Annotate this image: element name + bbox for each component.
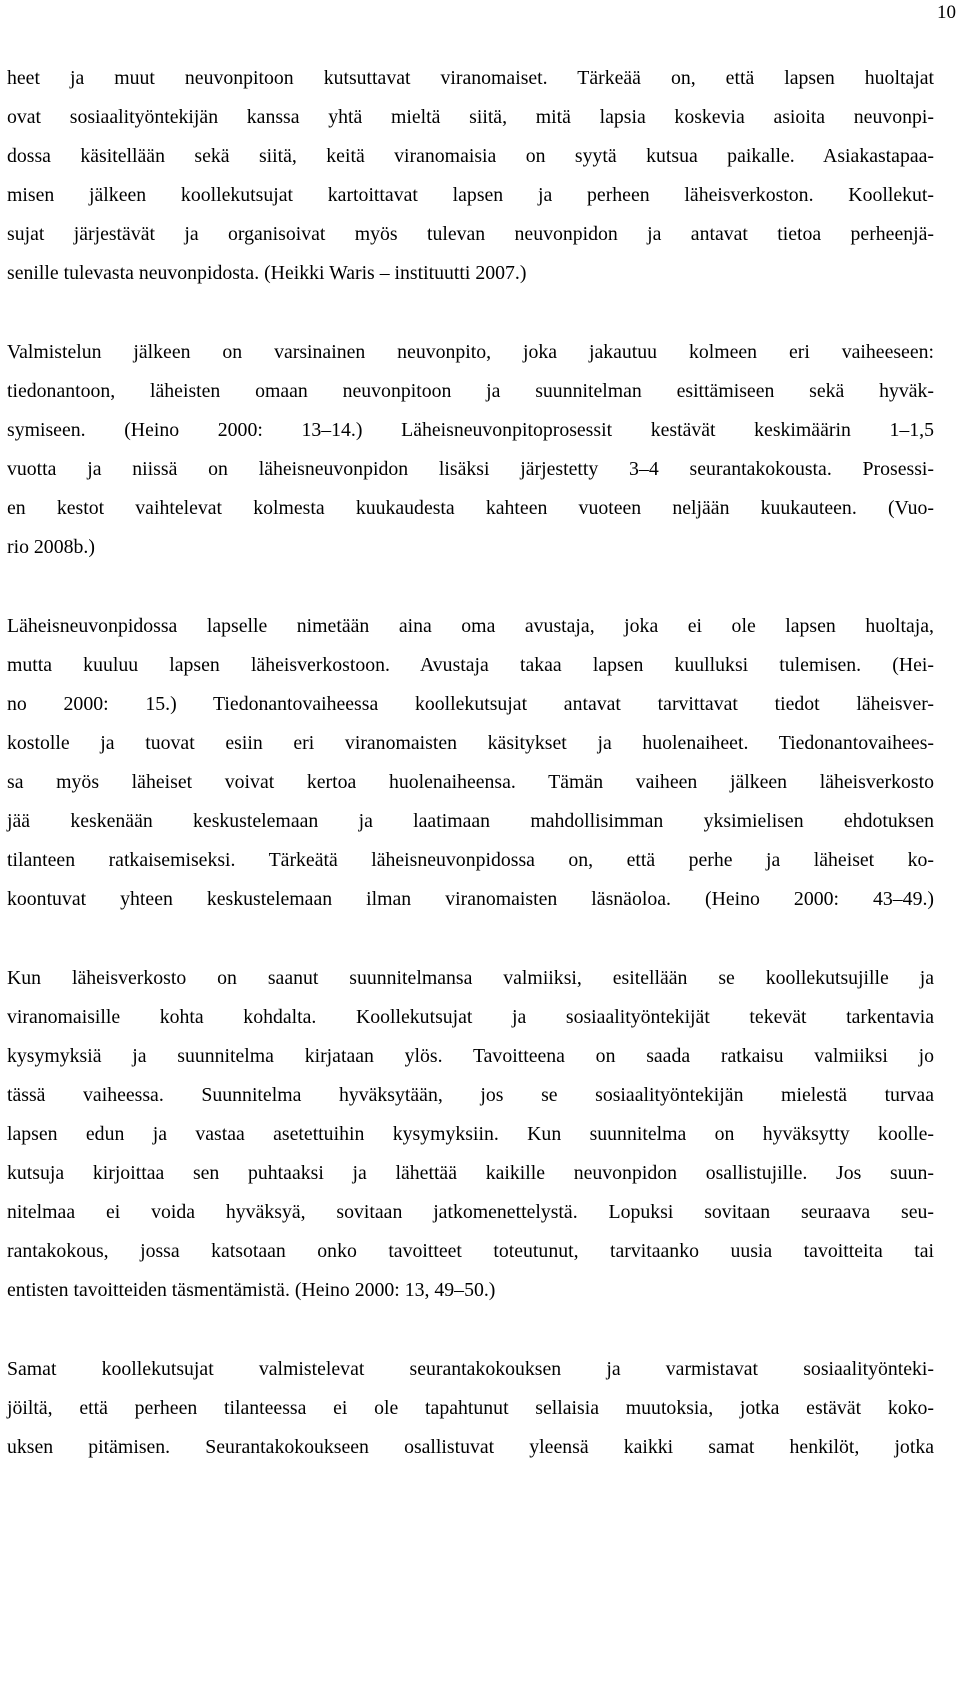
text-line: mutta kuuluu lapsen läheisverkostoon. Avustaja takaa lapsen kuulluksi tulemisen. (Hei- bbox=[7, 654, 934, 676]
text-line: rantakokous, jossa katsotaan onko tavoitteet toteutunut, tarvitaanko uusia tavoitteita tai bbox=[7, 1240, 934, 1262]
text-line: kostolle ja tuovat esiin eri viranomaisten käsitykset ja huolenaiheet. Tiedonantovaihees- bbox=[7, 732, 934, 754]
text-line: dossa käsitellään sekä siitä, keitä viranomaisia on syytä kutsua paikalle. Asiakastapaa- bbox=[7, 145, 934, 167]
paragraph bbox=[7, 333, 934, 567]
text-line: jöiltä, että perheen tilanteessa ei ole tapahtunut sellaisia muutoksia, jotka estävät koko- bbox=[7, 1397, 934, 1419]
text-line: sujat järjestävät ja organisoivat myös tulevan neuvonpidon ja antavat tietoa perheenjä- bbox=[7, 223, 934, 245]
text-line: heet ja muut neuvonpitoon kutsuttavat viranomaiset. Tärkeää on, että lapsen huoltajat bbox=[7, 67, 934, 89]
text-line: Läheisneuvonpidossa lapselle nimetään aina oma avustaja, joka ei ole lapsen huoltaja, bbox=[7, 615, 934, 637]
text-line: Samat koollekutsujat valmistelevat seurantakokouksen ja varmistavat sosiaalityönteki- bbox=[7, 1358, 934, 1380]
text-line: senille tulevasta neuvonpidosta. (Heikki Waris – instituutti 2007.) bbox=[7, 262, 527, 284]
paragraph bbox=[7, 607, 934, 919]
text-line: viranomaisille kohta kohdalta. Koollekutsujat ja sosiaalityöntekijät tekevät tarkentavia bbox=[7, 1006, 934, 1028]
document-body bbox=[7, 59, 934, 1467]
text-line: en kestot vaihtelevat kolmesta kuukaudesta kahteen vuoteen neljään kuukauteen. (Vuo- bbox=[7, 497, 934, 519]
text-line: koontuvat yhteen keskustelemaan ilman viranomaisten läsnäoloa. (Heino 2000: 43–49.) bbox=[7, 888, 934, 910]
text-line: jää keskenään keskustelemaan ja laatimaan mahdollisimman yksimielisen ehdotuksen bbox=[7, 810, 934, 832]
text-line: rio 2008b.) bbox=[7, 536, 95, 558]
text-line: kutsuja kirjoittaa sen puhtaaksi ja lähettää kaikille neuvonpidon osallistujille. Jos suun- bbox=[7, 1162, 934, 1184]
text-line: tilanteen ratkaisemiseksi. Tärkeätä läheisneuvonpidossa on, että perhe ja läheiset ko- bbox=[7, 849, 934, 871]
paragraph bbox=[7, 959, 934, 1310]
text-line: kysymyksiä ja suunnitelma kirjataan ylös. Tavoitteena on saada ratkaisu valmiiksi jo bbox=[7, 1045, 934, 1067]
paragraph bbox=[7, 59, 934, 293]
text-line: misen jälkeen koollekutsujat kartoittavat lapsen ja perheen läheisverkoston. Koollekut- bbox=[7, 184, 934, 206]
paragraph bbox=[7, 1350, 934, 1467]
text-line: lapsen edun ja vastaa asetettuihin kysymyksiin. Kun suunnitelma on hyväksytty koolle- bbox=[7, 1123, 934, 1145]
text-line: tässä vaiheessa. Suunnitelma hyväksytään, jos se sosiaalityöntekijän mielestä turvaa bbox=[7, 1084, 934, 1106]
text-line: entisten tavoitteiden täsmentämistä. (Heino 2000: 13, 49–50.) bbox=[7, 1279, 496, 1301]
text-line: vuotta ja niissä on läheisneuvonpidon lisäksi järjestetty 3–4 seurantakokousta. Prosessi- bbox=[7, 458, 934, 480]
text-line: tiedonantoon, läheisten omaan neuvonpitoon ja suunnitelman esittämiseen sekä hyväk- bbox=[7, 380, 934, 402]
text-line: no 2000: 15.) Tiedonantovaiheessa koollekutsujat antavat tarvittavat tiedot läheisver- bbox=[7, 693, 934, 715]
page-number: 10 bbox=[937, 2, 956, 23]
text-line: sa myös läheiset voivat kertoa huolenaiheensa. Tämän vaiheen jälkeen läheisverkosto bbox=[7, 771, 934, 793]
text-line: Kun läheisverkosto on saanut suunnitelmansa valmiiksi, esitellään se koollekutsujille ja bbox=[7, 967, 934, 989]
text-line: uksen pitämisen. Seurantakokoukseen osallistuvat yleensä kaikki samat henkilöt, jotka bbox=[7, 1436, 934, 1458]
text-line: Valmistelun jälkeen on varsinainen neuvonpito, joka jakautuu kolmeen eri vaiheeseen: bbox=[7, 341, 934, 363]
text-line: symiseen. (Heino 2000: 13–14.) Läheisneuvonpitoprosessit kestävät keskimäärin 1–1,5 bbox=[7, 419, 934, 441]
text-line: ovat sosiaalityöntekijän kanssa yhtä mieltä siitä, mitä lapsia koskevia asioita neuvonpi- bbox=[7, 106, 934, 128]
text-line: nitelmaa ei voida hyväksyä, sovitaan jatkomenettelystä. Lopuksi sovitaan seuraava seu- bbox=[7, 1201, 934, 1223]
